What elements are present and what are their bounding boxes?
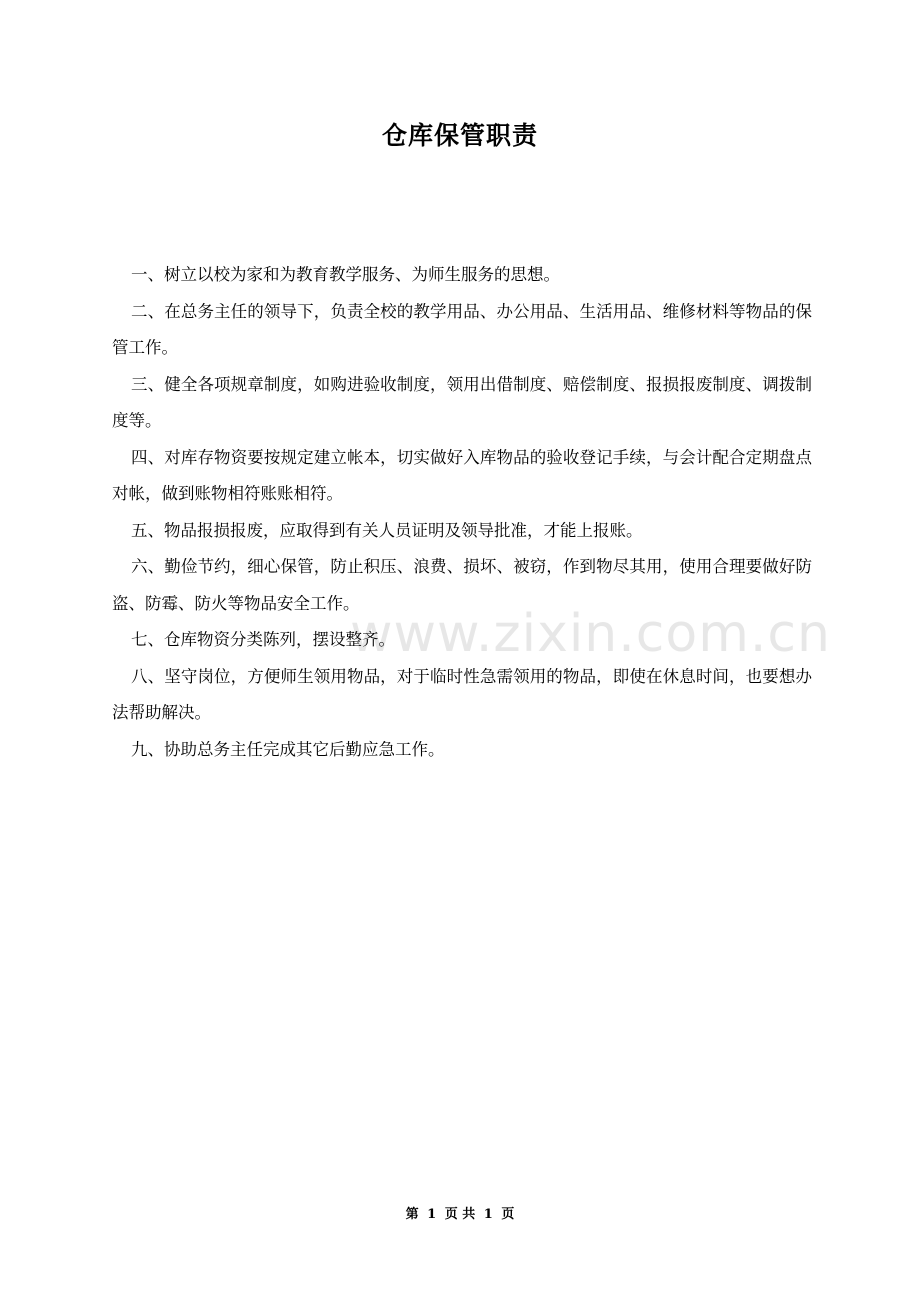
paragraph-2: 二、在总务主任的领导下，负责全校的教学用品、办公用品、生活用品、维修材料等物品的保管工作。 xyxy=(112,301,812,357)
paragraph-8: 八、坚守岗位，方便师生领用物品，对于临时性急需领用的物品，即使在休息时间，也要想办法帮助解决。 xyxy=(112,666,812,722)
paragraph-6: 六、勤俭节约，细心保管，防止积压、浪费、损坏、被窃，作到物尽其用，使用合理要做好防盗、防霉、防火等物品安全工作。 xyxy=(112,557,812,613)
document-title: 仓库保管职责 xyxy=(381,121,538,150)
current-page-number: 1 xyxy=(427,1207,437,1222)
footer-label-middle: 页 共 xyxy=(444,1207,476,1222)
paragraph-7: 七、仓库物资分类陈列，摆设整齐。 xyxy=(131,630,395,649)
paragraph-1: 一、树立以校为家和为教育教学服务、为师生服务的思想。 xyxy=(131,265,560,284)
paragraph-3: 三、健全各项规章制度，如购进验收制度，领用出借制度、赔偿制度、报损报废制度、调拨制度等。 xyxy=(112,374,812,430)
paragraph-4: 四、对库存物资要按规定建立帐本，切实做好入库物品的验收登记手续，与会计配合定期盘点对帐，做到账物相符账账相符。 xyxy=(112,447,812,503)
footer-label-prefix: 第 xyxy=(405,1207,419,1222)
watermark-text: www.zixin.com.cn xyxy=(350,604,831,664)
paragraph-9: 九、协助总务主任完成其它后勤应急工作。 xyxy=(131,739,445,759)
page-footer xyxy=(0,1205,920,1225)
paragraph-5: 五、物品报损报废，应取得到有关人员证明及领导批准，才能上报账。 xyxy=(131,520,643,540)
document-body xyxy=(112,257,812,768)
footer-label-suffix: 页 xyxy=(501,1207,515,1222)
total-pages-number: 1 xyxy=(483,1207,493,1222)
